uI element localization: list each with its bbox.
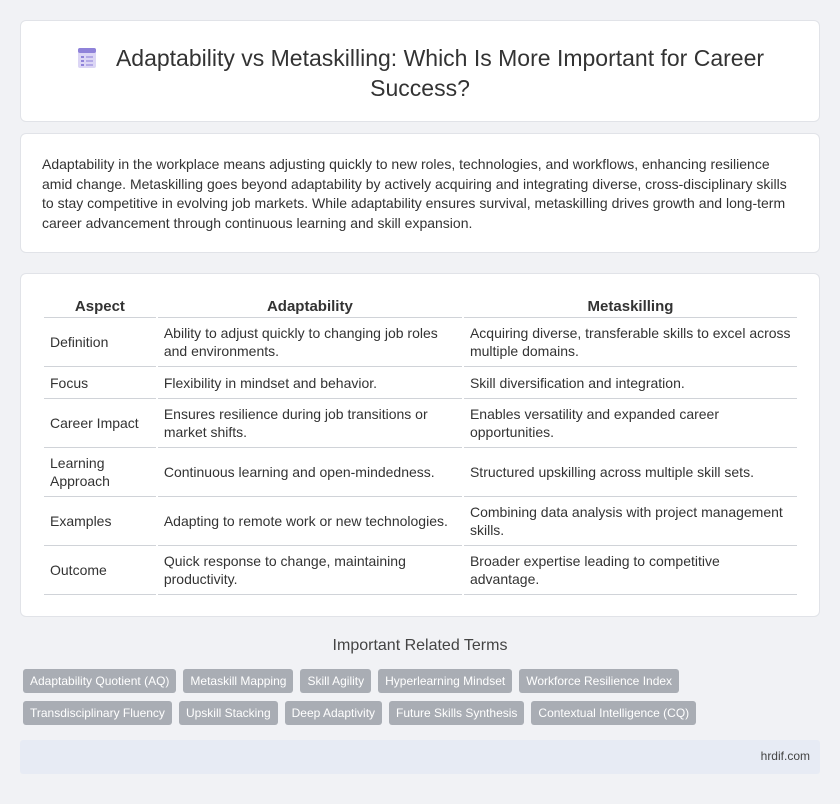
tag-row: [23, 669, 803, 693]
adaptability-cell: Flexibility in mindset and behavior.: [158, 367, 462, 399]
header-adaptability: Adaptability: [158, 294, 462, 318]
document-icon: [76, 47, 98, 69]
aspect-cell: Outcome: [44, 546, 156, 595]
tag-transdisciplinary-fluency[interactable]: Transdisciplinary Fluency: [23, 701, 172, 725]
footer-site-link[interactable]: hrdif.com: [760, 749, 810, 763]
adaptability-cell: Adapting to remote work or new technologies.: [158, 497, 462, 546]
tag-contextual-intelligence[interactable]: Contextual Intelligence (CQ): [531, 701, 696, 725]
metaskilling-cell: Acquiring diverse, transferable skills to excel across multiple domains.: [464, 318, 797, 367]
tag-deep-adaptivity[interactable]: Deep Adaptivity: [285, 701, 382, 725]
adaptability-cell: Continuous learning and open-mindedness.: [158, 448, 462, 497]
table-row: [44, 399, 797, 448]
aspect-cell: Definition: [44, 318, 156, 367]
related-terms-title: Important Related Terms: [332, 637, 508, 654]
aspect-cell: Career Impact: [44, 399, 156, 448]
comparison-table: [42, 294, 799, 595]
footer: [20, 740, 820, 774]
tag-adaptability-quotient[interactable]: Adaptability Quotient (AQ): [23, 669, 176, 693]
header-metaskilling: Metaskilling: [464, 294, 797, 318]
tag-upskill-stacking[interactable]: Upskill Stacking: [179, 701, 278, 725]
metaskilling-cell: Enables versatility and expanded career opportunities.: [464, 399, 797, 448]
table-row: [44, 367, 797, 399]
aspect-cell: Examples: [44, 497, 156, 546]
tag-hyperlearning-mindset[interactable]: Hyperlearning Mindset: [378, 669, 512, 693]
table-row: [44, 448, 797, 497]
page-title: Adaptability vs Metaskilling: Which Is More Important for Career Success?: [115, 45, 765, 101]
intro-paragraph: Adaptability in the workplace means adjusting quickly to new roles, technologies, and workflows, enhancing resilience amid change. Metaskilling goes beyond adaptability by actively acquiring and integrating diverse, cross-disciplinary skills to stay competitive in evolving job markets. While adaptability ensures survival, metaskilling drives growth and long-term career advancement through continuous learning and skill expansion.: [42, 156, 787, 231]
comparison-card: [20, 273, 820, 617]
tag-skill-agility[interactable]: Skill Agility: [300, 669, 371, 693]
tag-workforce-resilience-index[interactable]: Workforce Resilience Index: [519, 669, 679, 693]
intro-card: [20, 133, 820, 253]
adaptability-cell: Ensures resilience during job transitions or market shifts.: [158, 399, 462, 448]
table-row: [44, 546, 797, 595]
adaptability-cell: Quick response to change, maintaining productivity.: [158, 546, 462, 595]
aspect-cell: Learning Approach: [44, 448, 156, 497]
aspect-cell: Focus: [44, 367, 156, 399]
page-title-row: [21, 43, 819, 103]
related-terms-tags: [23, 669, 803, 733]
metaskilling-cell: Broader expertise leading to competitive advantage.: [464, 546, 797, 595]
tag-future-skills-synthesis[interactable]: Future Skills Synthesis: [389, 701, 524, 725]
header-aspect: Aspect: [44, 294, 156, 318]
tag-row: [23, 701, 803, 725]
metaskilling-cell: Structured upskilling across multiple skill sets.: [464, 448, 797, 497]
title-card: [20, 20, 820, 122]
adaptability-cell: Ability to adjust quickly to changing job roles and environments.: [158, 318, 462, 367]
metaskilling-cell: Combining data analysis with project management skills.: [464, 497, 797, 546]
table-row: [44, 318, 797, 367]
metaskilling-cell: Skill diversification and integration.: [464, 367, 797, 399]
table-header-row: [44, 294, 797, 318]
tag-metaskill-mapping[interactable]: Metaskill Mapping: [183, 669, 293, 693]
table-row: [44, 497, 797, 546]
